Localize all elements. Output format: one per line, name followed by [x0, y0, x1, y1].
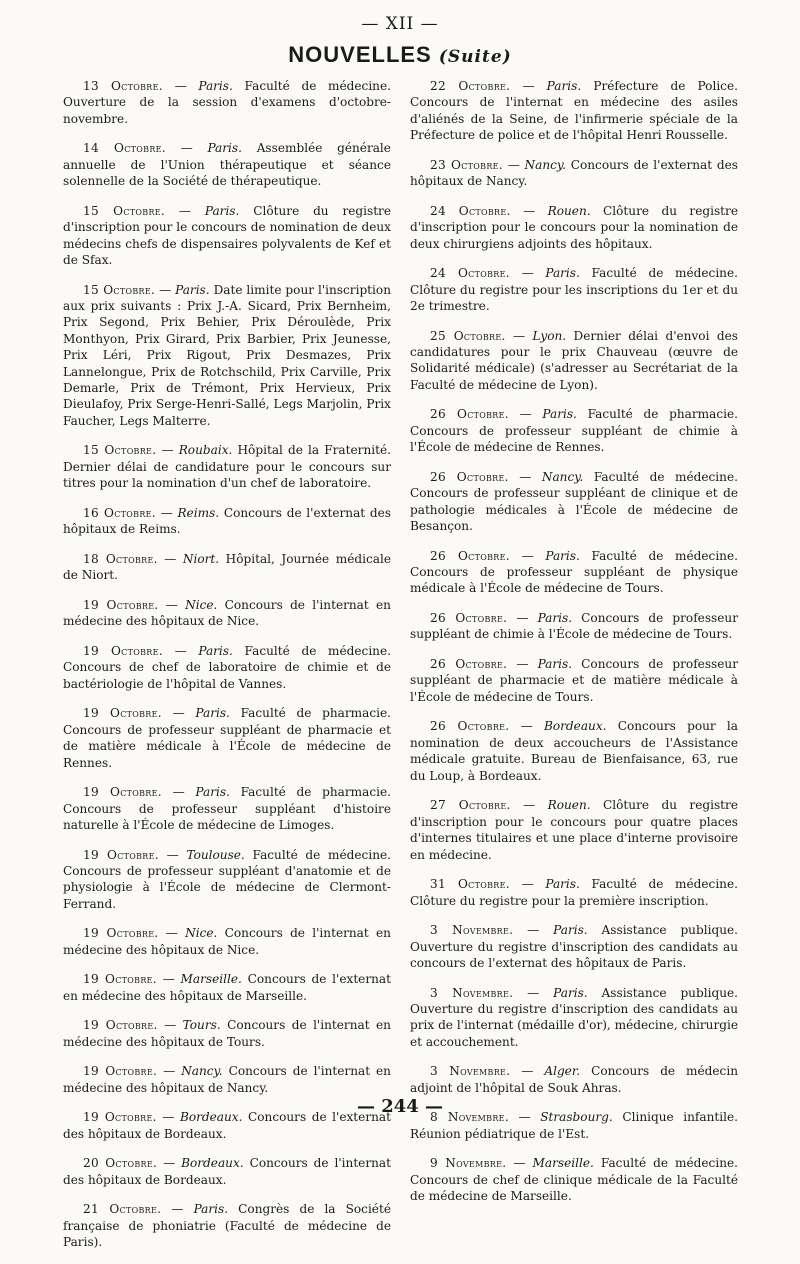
entry-text: Assistance publique. Ouverture du registre d'inscription des candidats au concours de l'externat des hôpitaux de Paris. — [410, 923, 738, 970]
announcement-entry: 15 Octobre. — Paris. Date limite pour l'inscription aux prix suivants : Prix J.-A. Sicard, Prix Bernheim, Prix Segond, Prix Behier, Prix Déroulède, Prix Monthyon, Prix Girard, Prix Barbier, Prix Jeunesse, Prix Léri, Prix Rigout, Prix Desmazes, Prix Lannelongue, Prix de Rotchschild, Prix Carville, Prix Demarle, Prix de Trémont, Prix Hervieux, Prix Dieulafoy, Prix Serge-Henri-Sallé, Legs Marjolin, Prix Faucher, Legs Malterre. — [63, 282, 391, 428]
entry-city: Niort. — [182, 551, 220, 566]
entry-date: 27 Octobre. — [430, 798, 511, 813]
entry-date: 19 Octobre. — [83, 706, 162, 721]
entry-date: 19 Octobre. — [83, 972, 157, 987]
entry-date: 16 Octobre. — [83, 505, 156, 520]
announcement-entry: 14 Octobre. — Paris. Assemblée générale annuelle de l'Union thérapeutique et séance solennelle de la Société de thérapeutique. — [63, 141, 391, 189]
entry-city: Alger. — [544, 1064, 581, 1079]
entry-date: 25 Octobre. — [430, 328, 506, 343]
entry-text: Hôpital de la Fraternité. Dernier délai de candidature pour le concours sur titres pour la nomination d'un chef de laboratoire. — [63, 443, 391, 491]
entry-text: Préfecture de Police. Concours de l'internat en médecine des asiles d'aliénés de la Seine, de l'infirmerie spéciale de la Préfecture de police et de l'hôpital Henri Rousselle. — [410, 79, 738, 143]
announcement-entry: 27 Octobre. — Rouen. Clôture du registre d'inscription pour le concours pour quatre places d'internes titulaires et une place d'interne provisoire en médecine. — [410, 798, 738, 862]
announcement-entry: 25 Octobre. — Lyon. Dernier délai d'envoi des candidatures pour le prix Chauveau (œuvre de Solidarité médicale) (s'adresser au Secrétariat de la Faculté de médecine de Lyon). — [410, 328, 738, 392]
entry-date: 14 Octobre. — [83, 141, 166, 156]
entry-date: 31 Octobre. — [430, 877, 510, 892]
entry-text: Concours de l'internat en médecine des hôpitaux de Nice. — [63, 597, 391, 629]
announcement-entry: 23 Octobre. — Nancy. Concours de l'externat des hôpitaux de Nancy. — [410, 157, 738, 189]
announcement-entry: 24 Octobre. — Rouen. Clôture du registre d'inscription pour le concours pour la nomination de deux chirurgiens adjoints des hôpitaux. — [410, 203, 738, 251]
entry-text: Concours de l'internat des hôpitaux de Bordeaux. — [63, 1156, 391, 1187]
announcement-entry: 18 Octobre. — Niort. Hôpital, Journée médicale de Niort. — [63, 551, 391, 583]
entry-date: 26 Octobre. — [430, 407, 509, 422]
entry-date: 15 Octobre. — [83, 203, 166, 218]
entry-date: 19 Octobre. — [83, 1110, 157, 1125]
entry-city: Reims. — [177, 505, 220, 520]
entry-date: 8 Novembre. — [430, 1110, 509, 1125]
entry-city: Bordeaux. — [181, 1156, 244, 1171]
announcement-entry: 21 Octobre. — Paris. Congrès de la Société française de phoniatrie (Faculté de médecine de Paris). — [63, 1202, 391, 1250]
entry-date: 3 Novembre. — [430, 923, 514, 938]
entry-city: Paris. — [553, 985, 588, 1000]
entry-text: Faculté de pharmacie. Concours de professeur suppléant de chimie à l'École de médecine de Rennes. — [410, 407, 738, 455]
entry-city: Paris. — [198, 79, 233, 93]
entry-city: Roubaix. — [178, 443, 233, 458]
entry-text: Clôture du registre d'inscription pour le concours pour quatre places d'internes titulaires et une place d'interne provisoire en médecine. — [410, 798, 738, 862]
entry-date: 19 Octobre. — [83, 785, 162, 800]
title-main: NOUVELLES — [288, 42, 432, 67]
announcement-entry: 19 Octobre. — Bordeaux. Concours de l'externat des hôpitaux de Bordeaux. — [63, 1110, 391, 1141]
entry-date: 19 Octobre. — [83, 847, 159, 862]
entry-date: 9 Novembre. — [430, 1156, 507, 1171]
announcement-entry: 19 Octobre. — Tours. Concours de l'internat en médecine des hôpitaux de Tours. — [63, 1018, 391, 1049]
announcement-entry: 16 Octobre. — Reims. Concours de l'externat des hôpitaux de Reims. — [63, 505, 391, 537]
announcement-entry: 24 Octobre. — Paris. Faculté de médecine. Clôture du registre pour les inscriptions du 1er et du 2e trimestre. — [410, 266, 738, 314]
entry-text: Faculté de pharmacie. Concours de professeur suppléant d'histoire naturelle à l'École de médecine de Limoges. — [63, 785, 391, 832]
entry-text: Faculté de médecine. Clôture du registre pour les inscriptions du 1er et du 2e trimestre. — [410, 266, 738, 314]
entry-city: Paris. — [542, 407, 577, 422]
announcement-entry: 15 Octobre. — Roubaix. Hôpital de la Fraternité. Dernier délai de candidature pour le concours sur titres pour la nomination d'un chef de laboratoire. — [63, 443, 391, 491]
entry-city: Paris. — [204, 203, 240, 218]
announcement-entry: 13 Octobre. — Paris. Faculté de médecine. Ouverture de la session d'examens d'octobre-novembre. — [63, 79, 391, 126]
entry-text: Clôture du registre d'inscription pour le concours de nomination de deux médecins chefs de dispensaires polyvalents de Kef et de Sfax. — [63, 203, 391, 268]
entry-text: Assistance publique. Ouverture du registre d'inscription des candidats au prix de l'internat (médaille d'or), médecine, chirurgie et accouchement. — [410, 985, 738, 1049]
announcement-entry: 31 Octobre. — Paris. Faculté de médecine. Clôture du registre pour la première inscription. — [410, 877, 738, 908]
title-suite: (Suite) — [438, 47, 512, 67]
entry-city: Marseille. — [532, 1156, 594, 1171]
entry-date: 26 Octobre. — [430, 611, 508, 626]
entry-date: 3 Novembre. — [430, 1064, 511, 1079]
entry-date: 19 Octobre. — [83, 926, 159, 941]
page-number: — 244 — — [356, 1096, 444, 1117]
announcement-entry: 19 Octobre. — Toulouse. Faculté de médecine. Concours de professeur suppléant d'anatomie et de physiologie à l'École de médecine de Clermont-Ferrand. — [63, 847, 391, 911]
right-column — [410, 78, 738, 1218]
entry-date: 15 Octobre. — [83, 282, 156, 297]
entry-city: Rouen. — [547, 203, 591, 218]
page-title — [0, 42, 800, 68]
entry-date: 18 Octobre. — [83, 551, 158, 566]
entry-city: Bordeaux. — [543, 719, 607, 734]
entry-text: Concours de l'internat en médecine des hôpitaux de Nice. — [63, 926, 391, 957]
announcement-entry: 26 Octobre. — Paris. Concours de professeur suppléant de pharmacie et de matière médicale à l'École de médecine de Tours. — [410, 657, 738, 704]
entry-text: Hôpital, Journée médicale de Niort. — [63, 551, 391, 583]
entry-text: Concours de l'externat des hôpitaux de Nancy. — [410, 157, 738, 189]
entry-date: 3 Novembre. — [430, 985, 514, 1000]
entry-date: 21 Octobre. — [83, 1202, 162, 1217]
entry-text: Concours de professeur suppléant de chimie à l'École de médecine de Tours. — [410, 611, 738, 642]
entry-city: Bordeaux. — [179, 1110, 243, 1125]
announcement-entry: 3 Novembre. — Alger. Concours de médecin adjoint de l'hôpital de Souk Ahras. — [410, 1064, 738, 1095]
announcement-entry: 26 Octobre. — Bordeaux. Concours pour la nomination de deux accoucheurs de l'Assistance médicale gratuite. Bureau de Bienfaisance, 63, rue du Loup, à Bordeaux. — [410, 719, 738, 783]
announcement-entry: 19 Octobre. — Paris. Faculté de pharmacie. Concours de professeur suppléant d'histoire naturelle à l'École de médecine de Limoges. — [63, 785, 391, 832]
entry-text: Concours de l'externat des hôpitaux de Reims. — [63, 505, 391, 537]
entry-city: Nice. — [185, 597, 218, 612]
announcement-entry: 19 Octobre. — Nice. Concours de l'internat en médecine des hôpitaux de Nice. — [63, 926, 391, 957]
entry-text: Concours de l'externat en médecine des hôpitaux de Marseille. — [63, 972, 391, 1003]
entry-city: Lyon. — [532, 328, 567, 343]
entry-date: 19 Octobre. — [83, 597, 159, 612]
entry-city: Paris. — [545, 877, 580, 892]
entry-city: Paris. — [207, 141, 242, 156]
entry-text: Dernier délai d'envoi des candidatures pour le prix Chauveau (œuvre de Solidarité médicale) (s'adresser au Secrétariat de la Faculté de médecine de Lyon). — [410, 328, 738, 392]
entry-city: Paris. — [553, 923, 588, 938]
entry-date: 26 Octobre. — [430, 548, 510, 563]
entry-text: Faculté de médecine. Ouverture de la session d'examens d'octobre-novembre. — [63, 79, 391, 126]
entry-date: 13 Octobre. — [83, 79, 163, 93]
entry-date: 26 Octobre. — [430, 657, 508, 672]
entry-text: Faculté de médecine. Concours de chef de clinique médicale de la Faculté de médecine de Marseille. — [410, 1156, 738, 1204]
entry-city: Tours. — [182, 1018, 221, 1033]
entry-text: Congrès de la Société française de phoniatrie (Faculté de médecine de Paris). — [63, 1202, 391, 1250]
announcement-entry: 8 Novembre. — Strasbourg. Clinique infantile. Réunion pédiatrique de l'Est. — [410, 1110, 738, 1141]
entry-text: Clinique infantile. Réunion pédiatrique de l'Est. — [410, 1110, 738, 1141]
entry-city: Paris. — [175, 282, 210, 297]
announcement-entry: 20 Octobre. — Bordeaux. Concours de l'internat des hôpitaux de Bordeaux. — [63, 1156, 391, 1187]
entry-date: 15 Octobre. — [83, 443, 157, 458]
announcement-entry: 19 Octobre. — Paris. Faculté de pharmacie. Concours de professeur suppléant de pharmacie et de matière médicale à l'École de médecine de Rennes. — [63, 706, 391, 770]
announcement-entry: 3 Novembre. — Paris. Assistance publique. Ouverture du registre d'inscription des candidats au concours de l'externat des hôpitaux de Paris. — [410, 923, 738, 970]
entry-text: Assemblée générale annuelle de l'Union thérapeutique et séance solennelle de la Société de thérapeutique. — [63, 141, 391, 189]
entry-date: 19 Octobre. — [83, 643, 163, 658]
entry-text: Faculté de médecine. Concours de professeur suppléant de clinique et de pathologie médicales à l'École de médecine de Besançon. — [410, 469, 738, 534]
entry-text: Concours de l'internat en médecine des hôpitaux de Tours. — [63, 1018, 391, 1049]
entry-date: 22 Octobre. — [430, 79, 511, 93]
announcement-entry: 26 Octobre. — Paris. Faculté de médecine. Concours de professeur suppléant de physique médicale à l'École de médecine de Tours. — [410, 548, 738, 596]
entry-city: Marseille. — [180, 972, 242, 987]
announcement-entry: 9 Novembre. — Marseille. Faculté de médecine. Concours de chef de clinique médicale de la Faculté de médecine de Marseille. — [410, 1156, 738, 1204]
entry-text: Concours pour la nomination de deux accoucheurs de l'Assistance médicale gratuite. Bureau de Bienfaisance, 63, rue du Loup, à Bordeaux. — [410, 719, 738, 783]
roman-page-number: — XII — — [361, 14, 439, 34]
entry-city: Nancy. — [541, 469, 584, 484]
entry-date: 20 Octobre. — [83, 1156, 158, 1171]
entry-city: Paris. — [198, 643, 233, 658]
entry-city: Nancy. — [524, 157, 566, 172]
announcement-entry: 22 Octobre. — Paris. Préfecture de Police. Concours de l'internat en médecine des asiles d'aliénés de la Seine, de l'infirmerie spéciale de la Préfecture de police et de l'hôpital Henri Rousselle. — [410, 79, 738, 143]
entry-text: Concours de l'externat des hôpitaux de Bordeaux. — [63, 1110, 391, 1141]
entry-city: Paris. — [195, 706, 230, 721]
entry-text: Faculté de médecine. Concours de chef de laboratoire de chimie et de bactériologie de l'hôpital de Vannes. — [63, 643, 391, 691]
entry-city: Toulouse. — [186, 847, 245, 862]
entry-text: Faculté de médecine. Concours de professeur suppléant d'anatomie et de physiologie à l'École de médecine de Clermont-Ferrand. — [63, 847, 391, 911]
entry-city: Paris. — [546, 79, 582, 93]
announcement-entry: 15 Octobre. — Paris. Clôture du registre d'inscription pour le concours de nomination de deux médecins chefs de dispensaires polyvalents de Kef et de Sfax. — [63, 203, 391, 268]
entry-text: Concours de l'internat en médecine des hôpitaux de Nancy. — [63, 1064, 391, 1095]
announcement-entry: 19 Octobre. — Marseille. Concours de l'externat en médecine des hôpitaux de Marseille. — [63, 972, 391, 1003]
entry-date: 19 Octobre. — [83, 1018, 158, 1033]
announcement-entry: 26 Octobre. — Paris. Faculté de pharmacie. Concours de professeur suppléant de chimie à l'École de médecine de Rennes. — [410, 407, 738, 455]
entry-city: Strasbourg. — [540, 1110, 613, 1125]
entry-city: Nancy. — [181, 1064, 223, 1079]
left-column — [63, 78, 391, 1264]
entry-date: 26 Octobre. — [430, 719, 510, 734]
announcement-entry: 3 Novembre. — Paris. Assistance publique. Ouverture du registre d'inscription des candidats au prix de l'internat (médaille d'or), médecine, chirurgie et accouchement. — [410, 985, 738, 1049]
announcement-entry: 19 Octobre. — Paris. Faculté de médecine. Concours de chef de laboratoire de chimie et de bactériologie de l'hôpital de Vannes. — [63, 643, 391, 691]
entry-date: 19 Octobre. — [83, 1064, 158, 1079]
entry-text: Date limite pour l'inscription aux prix suivants : Prix J.-A. Sicard, Prix Bernheim, Prix Segond, Prix Behier, Prix Déroulède, Prix Monthyon, Prix Girard, Prix Barbier, Prix Jeunesse, Prix Léri, Prix Rigout, Prix Desmazes, Prix Lannelongue, Prix de Rotchschild, Prix Carville, Prix Demarle, Prix de Trémont, Prix Hervieux, Prix Dieulafoy, Prix Serge-Henri-Sallé, Legs Marjolin, Prix Faucher, Legs Malterre. — [63, 282, 391, 428]
entry-city: Paris. — [195, 785, 230, 800]
entry-date: 23 Octobre. — [430, 157, 503, 172]
entry-text: Clôture du registre d'inscription pour le concours pour la nomination de deux chirurgiens adjoints des hôpitaux. — [410, 203, 738, 251]
entry-text: Faculté de pharmacie. Concours de professeur suppléant de pharmacie et de matière médicale à l'École de médecine de Rennes. — [63, 706, 391, 770]
entry-date: 26 Octobre. — [430, 469, 509, 484]
entry-date: 24 Octobre. — [430, 203, 511, 218]
announcement-entry: 19 Octobre. — Nancy. Concours de l'internat en médecine des hôpitaux de Nancy. — [63, 1064, 391, 1095]
entry-city: Paris. — [545, 548, 580, 563]
announcement-entry: 19 Octobre. — Nice. Concours de l'internat en médecine des hôpitaux de Nice. — [63, 597, 391, 629]
announcement-entry: 26 Octobre. — Paris. Concours de professeur suppléant de chimie à l'École de médecine de Tours. — [410, 611, 738, 642]
entry-text: Faculté de médecine. Clôture du registre pour la première inscription. — [410, 877, 738, 908]
entry-city: Nice. — [185, 926, 218, 941]
entry-city: Paris. — [193, 1202, 229, 1217]
entry-city: Rouen. — [547, 798, 591, 813]
announcement-entry: 26 Octobre. — Nancy. Faculté de médecine. Concours de professeur suppléant de clinique et de pathologie médicales à l'École de médecine de Besançon. — [410, 469, 738, 534]
entry-city: Paris. — [537, 657, 573, 672]
entry-text: Concours de médecin adjoint de l'hôpital de Souk Ahras. — [410, 1064, 738, 1095]
entry-text: Concours de professeur suppléant de pharmacie et de matière médicale à l'École de médecine de Tours. — [410, 657, 738, 704]
entry-text: Faculté de médecine. Concours de professeur suppléant de physique médicale à l'École de médecine de Tours. — [410, 548, 738, 596]
entry-date: 24 Octobre. — [430, 266, 510, 281]
entry-city: Paris. — [545, 266, 580, 281]
entry-city: Paris. — [537, 611, 573, 626]
